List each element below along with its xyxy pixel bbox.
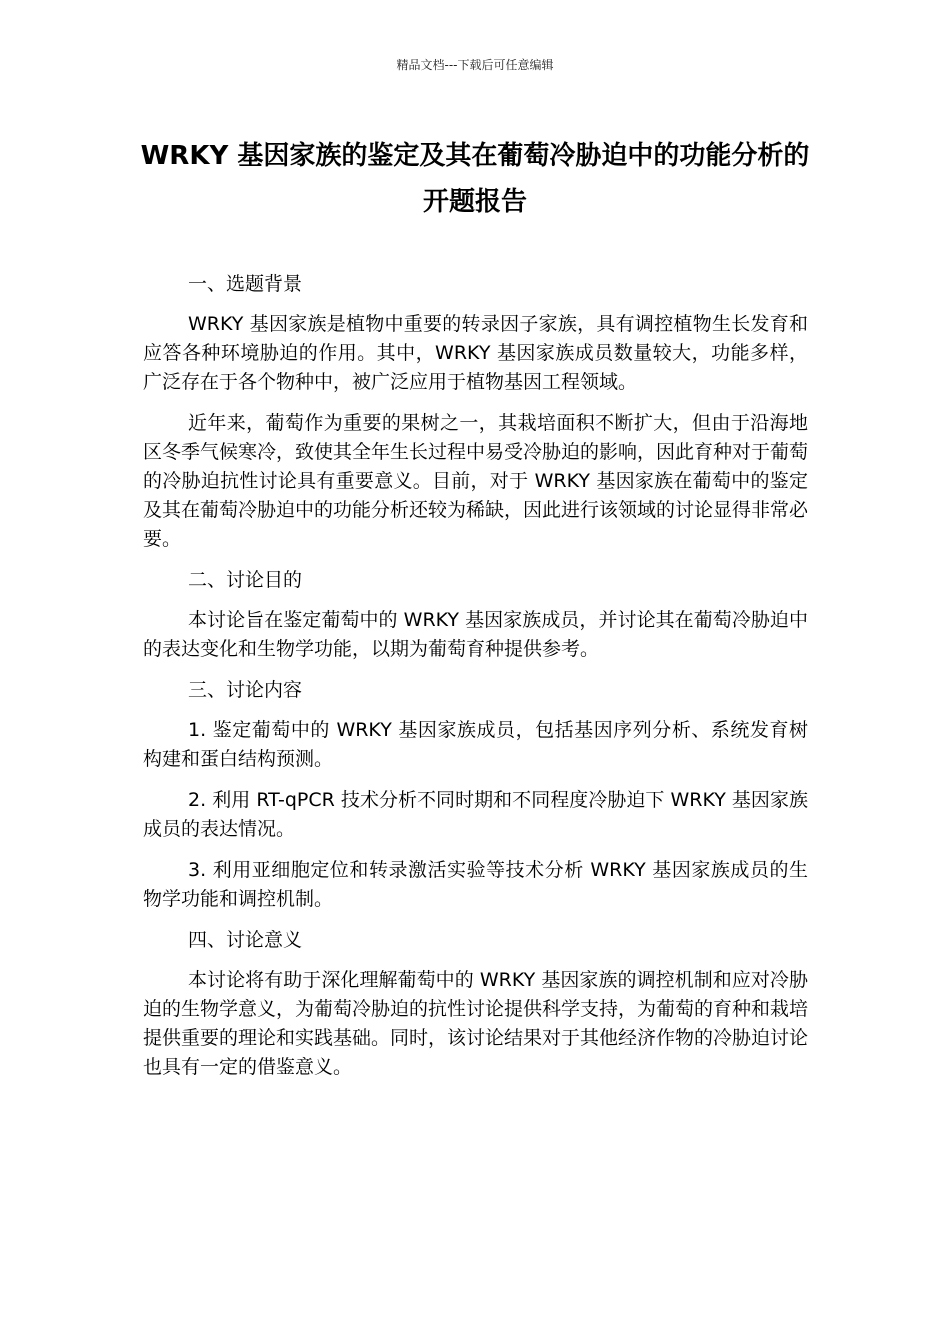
section-heading: 二、讨论目的 (188, 569, 303, 591)
paragraph: 本讨论旨在鉴定葡萄中的 WRKY 基因家族成员，并讨论其在葡萄冷胁迫中的表达变化和生物学功能，以期为葡萄育种提供参考。 (143, 609, 808, 660)
section-significance (143, 926, 808, 1082)
document-title: WRKY 基因家族的鉴定及其在葡萄冷胁迫中的功能分析的开题报告 (140, 141, 810, 217)
section-purpose (143, 566, 808, 664)
section-heading: 三、讨论内容 (188, 679, 303, 701)
list-item: 3. 利用亚细胞定位和转录激活实验等技术分析 WRKY 基因家族成员的生物学功能和调控机制。 (143, 859, 808, 910)
page-header-note: 精品文档---下载后可任意编辑 (396, 58, 554, 72)
section-heading: 一、选题背景 (188, 273, 303, 295)
paragraph: 近年来，葡萄作为重要的果树之一，其栽培面积不断扩大，但由于沿海地区冬季气候寒冷，致使其全年生长过程中易受冷胁迫的影响，因此育种对于葡萄的冷胁迫抗性讨论具有重要意义。目前，对于 WRKY 基因家族在葡萄中的鉴定及其在葡萄冷胁迫中的功能分析还较为稀缺，因此进行该领域的讨论显得非常必要。 (143, 412, 809, 550)
section-content (143, 676, 808, 914)
list-item: 2. 利用 RT-qPCR 技术分析不同时期和不同程度冷胁迫下 WRKY 基因家族成员的表达情况。 (143, 789, 808, 840)
paragraph: WRKY 基因家族是植物中重要的转录因子家族，具有调控植物生长发育和应答各种环境胁迫的作用。其中，WRKY 基因家族成员数量较大，功能多样，广泛存在于各个物种中，被广泛应用于植物基因工程领域。 (143, 313, 808, 393)
list-item: 1. 鉴定葡萄中的 WRKY 基因家族成员，包括基因序列分析、系统发育树构建和蛋白结构预测。 (143, 719, 808, 770)
document-body (143, 270, 808, 1094)
section-background (143, 270, 808, 554)
paragraph: 本讨论将有助于深化理解葡萄中的 WRKY 基因家族的调控机制和应对冷胁迫的生物学意义，为葡萄冷胁迫的抗性讨论提供科学支持，为葡萄的育种和栽培提供重要的理论和实践基础。同时，该讨论结果对于其他经济作物的冷胁迫讨论也具有一定的借鉴意义。 (143, 969, 809, 1078)
section-heading: 四、讨论意义 (188, 929, 303, 951)
